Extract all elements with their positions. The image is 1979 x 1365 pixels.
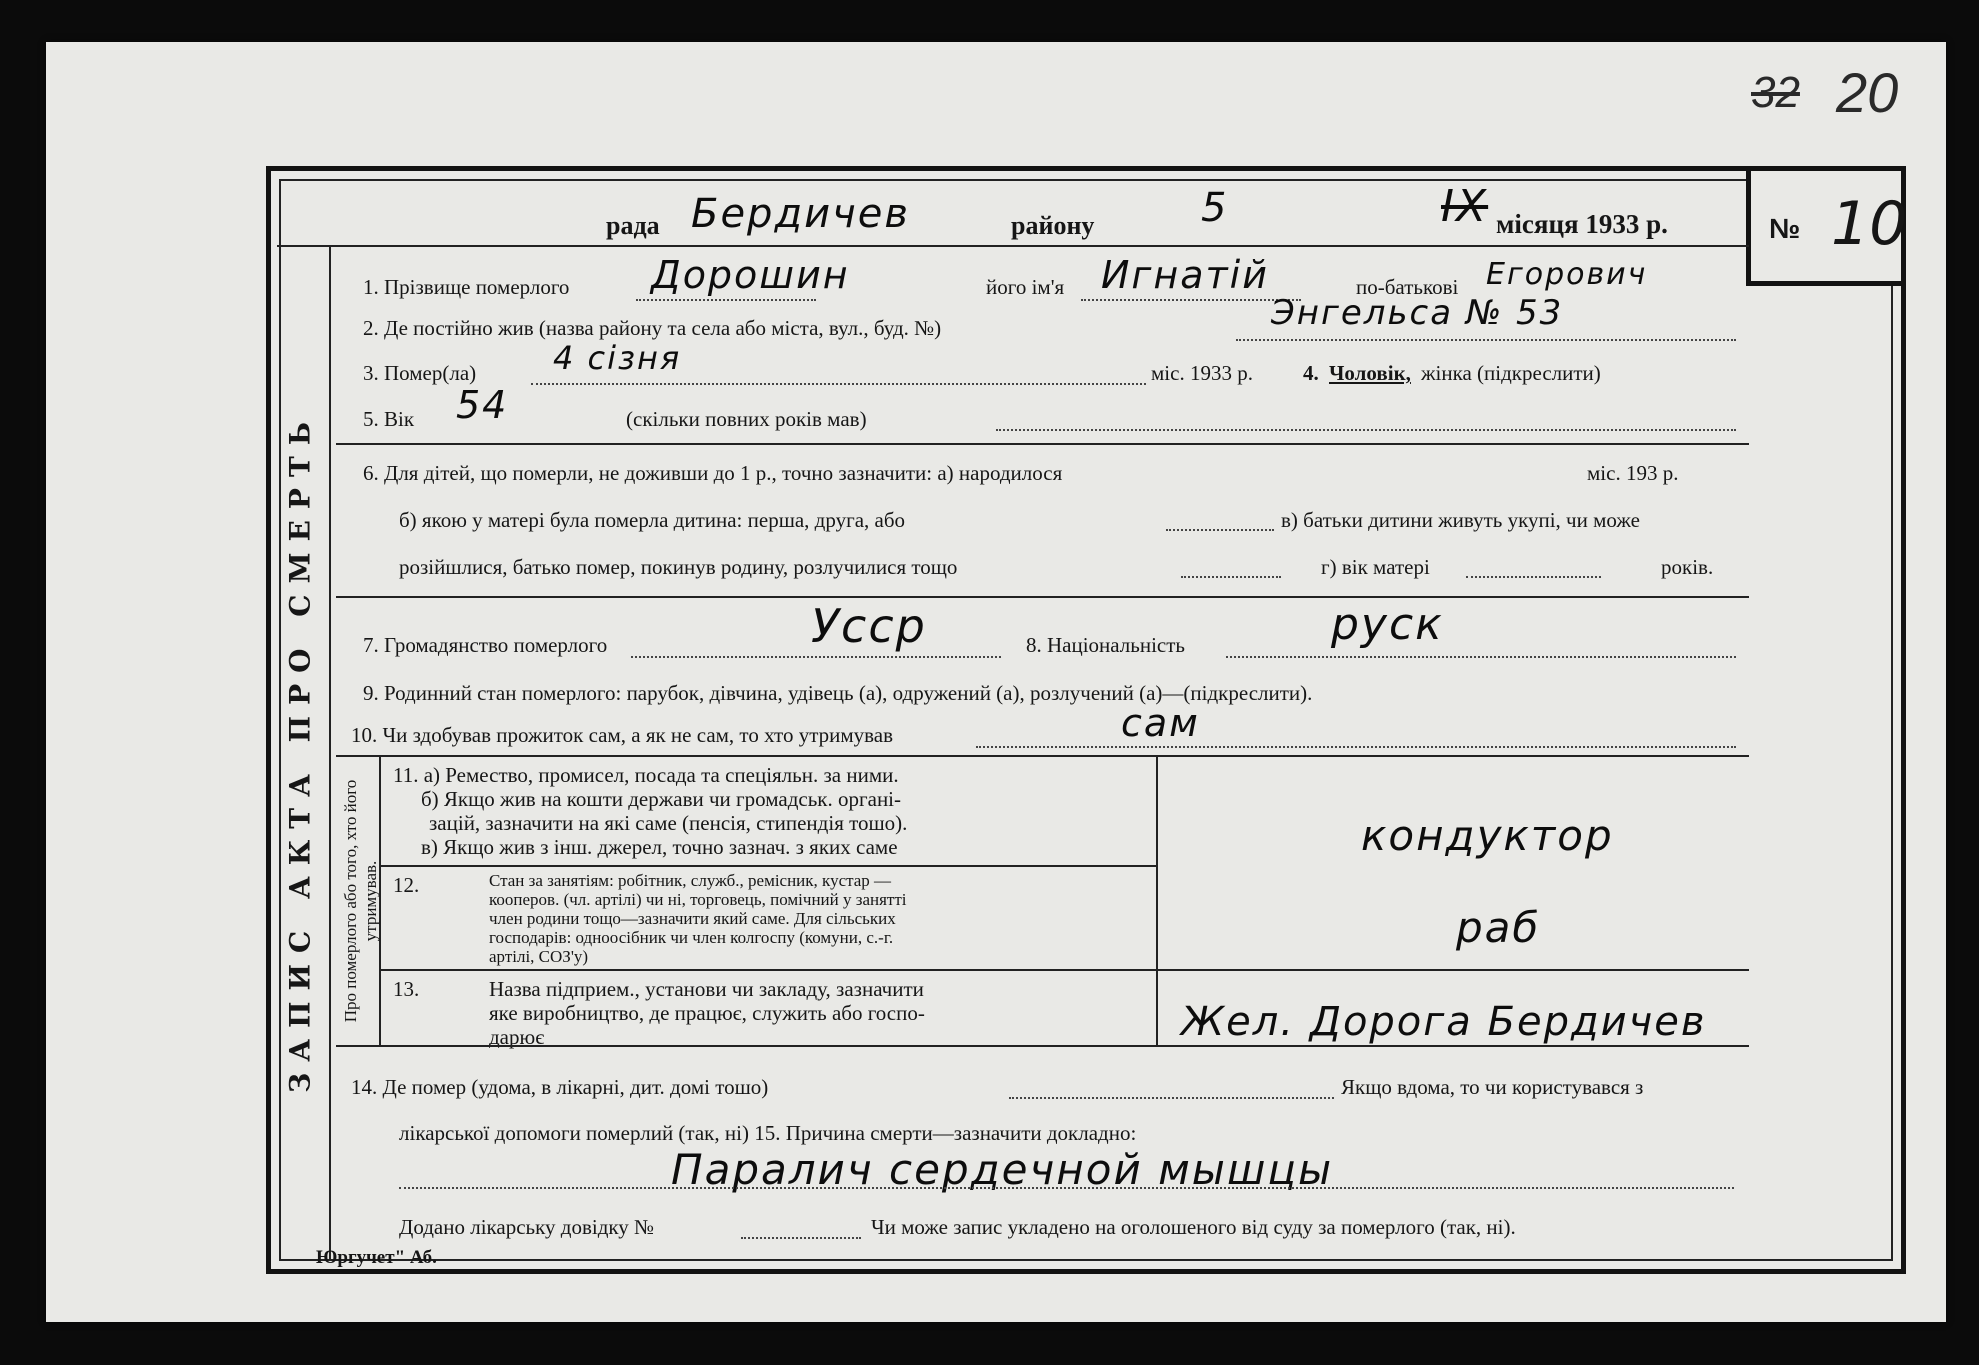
field-1-line [636, 299, 816, 301]
month-value: IX [1441, 181, 1489, 232]
field-13-value: Жел. Дорога Бердичев [1181, 999, 1707, 1045]
divider-2 [336, 596, 1749, 598]
field-10-value: сам [1121, 701, 1200, 745]
field-7-line [631, 656, 1001, 658]
field-14-line-2: лікарської допомоги померлий (так, ні) 15. Причина смерти—зазначити докладно: [399, 1121, 1137, 1145]
field-13-line-2: яке виробництво, де працює, служить або госпо- [489, 1001, 925, 1025]
field-12-value: раб [1456, 903, 1541, 952]
rada-label: рада [606, 211, 660, 240]
field-10-line [976, 746, 1736, 748]
printer-imprint: Юргучет" Аб. [316, 1247, 437, 1268]
header-divider [277, 245, 1749, 247]
field-5-tail: (скільки повних років мав) [626, 407, 867, 431]
corner-number: 20 [1836, 61, 1899, 124]
month-label: місяця 1933 р. [1496, 209, 1668, 239]
divider-1 [336, 443, 1749, 445]
field-8-value: руск [1331, 599, 1444, 650]
form-frame [266, 166, 1906, 1274]
field-2-line [1236, 339, 1736, 341]
field-1-patronymic-label: по-батькові [1356, 275, 1459, 299]
number-label: № [1769, 213, 1801, 244]
field-15-line [399, 1187, 1734, 1189]
field-14-line-1b: Якщо вдома, то чи користувався з [1341, 1075, 1644, 1099]
subdivider-11 [379, 865, 1156, 867]
field-11-value: кондуктор [1361, 811, 1614, 860]
struck-number: 32 [1751, 68, 1800, 117]
field-12-line-1: Стан за занятіям: робітник, служб., ремісник, кустар — [489, 871, 892, 890]
field-12-line-2: кооперов. (чл. артілі) чи ні, торговець, помічний у занятті [489, 890, 907, 909]
field-14-line [1009, 1097, 1334, 1099]
field-5-line [996, 429, 1736, 431]
field-14-line-1a: 14. Де помер (удома, в лікарні, дит. домі тошо) [351, 1075, 769, 1099]
field-6-line-3b: г) вік матері [1321, 555, 1430, 579]
field-6-line-3-blank [1181, 576, 1281, 578]
number-value: 10 [1831, 189, 1908, 259]
field-5-value: 54 [456, 383, 509, 427]
field-13-number: 13. [393, 977, 420, 1001]
field-3-label: 3. Помер(ла) [363, 361, 477, 385]
doc-number-line [741, 1237, 861, 1239]
field-4-label: 4. [1303, 361, 1319, 385]
field-6-line-2-blank [1166, 529, 1274, 531]
raion-label: району [1011, 211, 1095, 240]
record-number-box [1746, 166, 1906, 286]
field-6-line-1-tail: міс. 193 р. [1587, 461, 1679, 485]
subdivider-12 [379, 969, 1749, 971]
field-11-line-3: зацій, зазначити на які саме (пенсія, стипендія тошо). [429, 811, 908, 835]
subblock-value-rule [1156, 755, 1158, 1045]
side-title-column [271, 246, 331, 1259]
field-7-value: Усср [811, 599, 927, 653]
field-1-patronymic: Егорович [1486, 257, 1648, 292]
field-6-line-3a: розійшлися, батько помер, покинув родину, розлучилися тощо [399, 555, 958, 579]
field-6-line-2b: в) батьки дитини живуть укупі, чи може [1281, 508, 1640, 532]
field-2-label: 2. Де постійно жив (назва району та села або міста, вул., буд. №) [363, 316, 942, 340]
field-11-line-4: в) Якщо жив з інш. джерел, точно зазнач. з яких саме [421, 835, 898, 859]
field-13-line-1: Назва підприем., установи чи закладу, зазначити [489, 977, 924, 1001]
field-12-line-3: член родини тощо—зазначити який саме. Для сільських [489, 909, 896, 928]
field-1-name-line [1081, 299, 1301, 301]
field-12-line-5: артілі, СОЗ'у) [489, 947, 589, 966]
divider-4 [336, 1045, 1749, 1047]
field-6-line-1: 6. Для дітей, що померли, не доживши до 1 р., точно зазначити: а) народилося [363, 461, 1063, 485]
doc-line-a: Додано лікарську довідку № [399, 1215, 655, 1239]
side-title: ЗАПИС АКТА ПРО СМЕРТЬ [283, 411, 317, 1093]
field-5-label: 5. Вік [363, 407, 415, 431]
subblock-vertical-label: Про померлого або того, хто його утримував. [341, 779, 380, 1023]
field-3-line [531, 383, 1146, 385]
doc-line-b: Чи може запис укладено на оголошеного від суду за померлого (так, ні). [871, 1215, 1516, 1239]
field-3-value: 4 сізня [553, 339, 682, 377]
field-8-label: 8. Національність [1026, 633, 1186, 657]
field-1-label: 1. Прізвище померлого [363, 275, 570, 299]
field-6-line-3c: років. [1661, 555, 1714, 579]
field-12-number: 12. [393, 873, 420, 897]
field-1-name: Игнатій [1101, 253, 1269, 297]
field-6-line-2a: б) якою у матері була померла дитина: перша, друга, або [399, 508, 906, 532]
field-13-line-3: дарює [489, 1025, 545, 1049]
day-value: 5 [1201, 185, 1229, 231]
divider-3 [336, 755, 1749, 757]
field-3-tail: міс. 1933 р. [1151, 361, 1253, 385]
field-12-line-4: господарів: одноосібник чи член колгоспу (комуни, с.-г. [489, 928, 894, 947]
field-11-line-2: б) Якщо жив на кошти держави чи громадськ. органі- [421, 787, 902, 811]
field-7-label: 7. Громадянство померлого [363, 633, 608, 657]
field-4-male: Чоловік, [1329, 361, 1411, 385]
field-1-name-label: його ім'я [986, 275, 1065, 299]
field-2-value: Энгельса № 53 [1271, 293, 1564, 333]
field-1-surname: Дорошин [651, 253, 850, 297]
field-8-line [1226, 656, 1736, 658]
field-4-rest: жінка (підкреслити) [1421, 361, 1601, 385]
document-sheet [46, 42, 1946, 1322]
field-6-mother-age-blank [1466, 576, 1601, 578]
field-9-label: 9. Родинний стан померлого: парубок, дівчина, удівець (а), одружений (а), розлучений (а)—(підкреслити). [363, 681, 1313, 705]
field-11-line-1: 11. а) Ремество, промисел, посада та спеціяльн. за ними. [393, 763, 899, 787]
rada-value: Бердичев [691, 191, 910, 237]
field-15-value: Паралич сердечной мышцы [671, 1145, 1334, 1194]
field-10-label: 10. Чи здобував прожиток сам, а як не сам, то хто утримував [351, 723, 894, 747]
